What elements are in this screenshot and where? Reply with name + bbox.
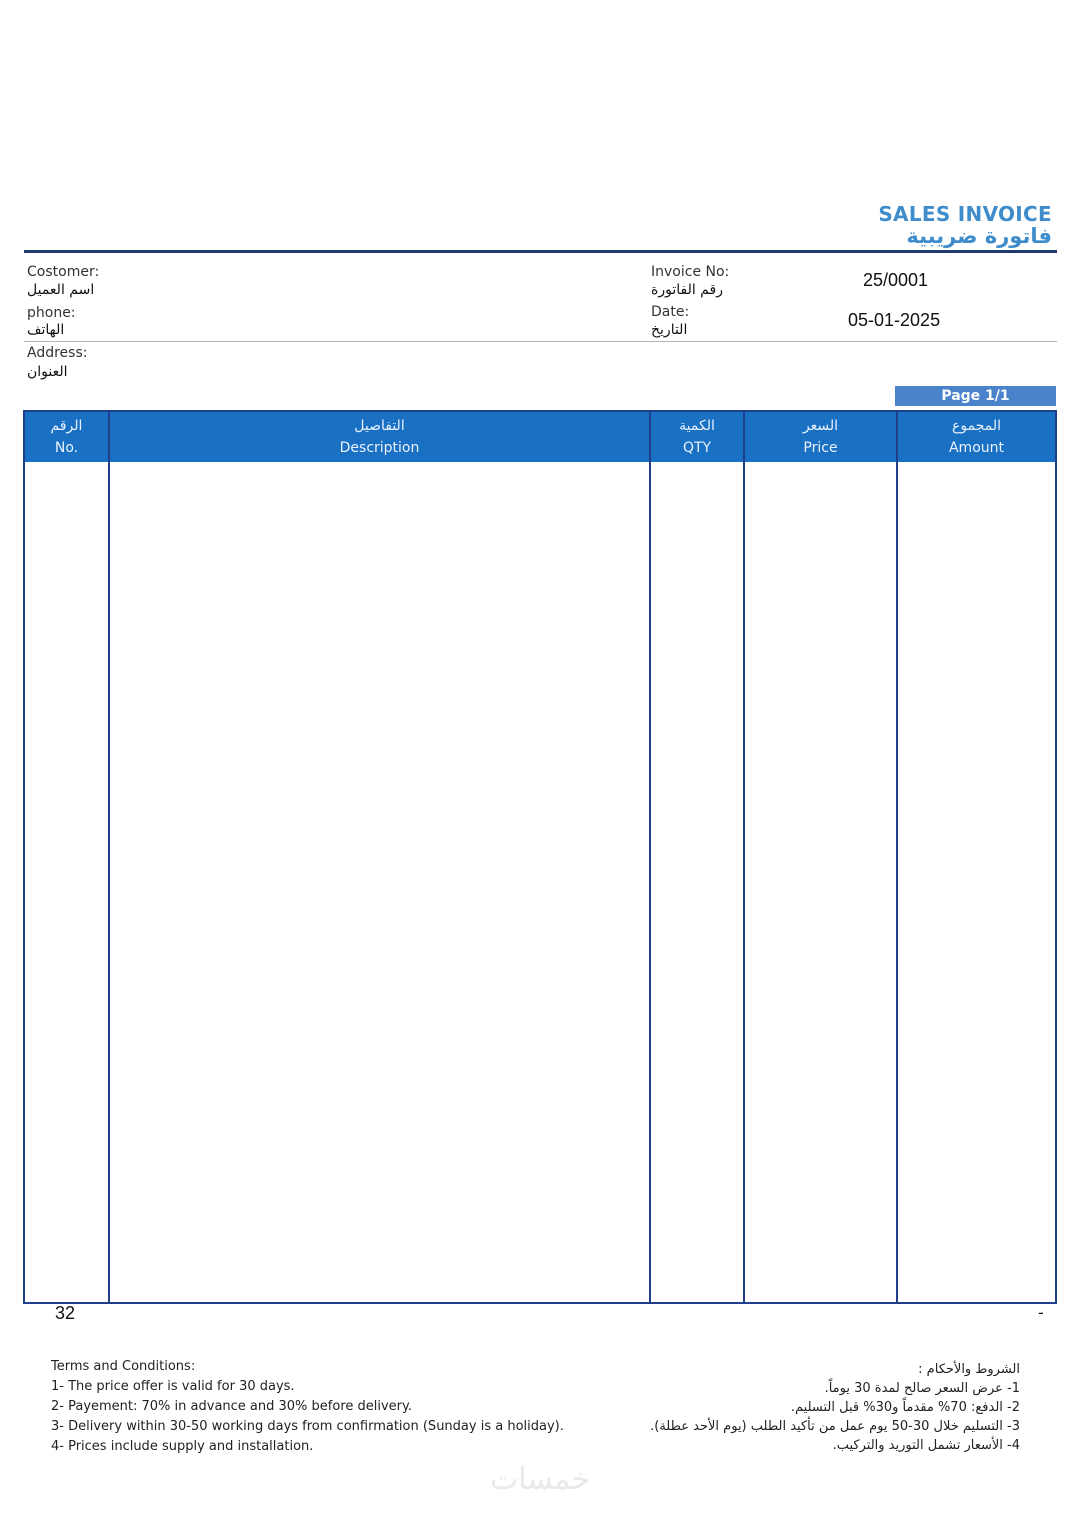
invoice-no-label-en: Invoice No: bbox=[651, 264, 730, 280]
terms-ar-item: 1- عرض السعر صالح لمدة 30 يوماً. bbox=[824, 1381, 1020, 1396]
page-indicator: Page 1/1 bbox=[895, 386, 1056, 406]
col-price-label-en: Price bbox=[803, 440, 838, 456]
header-divider bbox=[24, 250, 1057, 253]
col-qty-label-ar: الكمية bbox=[679, 418, 715, 434]
column-divider bbox=[108, 412, 110, 1302]
terms-en-item: 1- The price offer is valid for 30 days. bbox=[51, 1379, 295, 1394]
items-table bbox=[23, 410, 1057, 1304]
date-label-en: Date: bbox=[651, 304, 690, 320]
col-header-no bbox=[25, 412, 108, 462]
terms-en-item: 3- Delivery within 30-50 working days from confirmation (Sunday is a holiday). bbox=[51, 1419, 564, 1434]
terms-ar-item: 3- التسليم خلال 30-50 يوم عمل من تأكيد الطلب (يوم الأحد عطلة). bbox=[650, 1419, 1020, 1434]
terms-ar-item: 2- الدفع: 70% مقدماً و30% قبل التسليم. bbox=[790, 1400, 1020, 1415]
col-amount-label-ar: المجموع bbox=[952, 418, 1001, 434]
col-description-label-en: Description bbox=[339, 440, 420, 456]
date-label-ar: التاريخ bbox=[651, 322, 688, 338]
col-header-description bbox=[110, 412, 649, 462]
column-divider bbox=[743, 412, 745, 1302]
watermark-logo: خمسات bbox=[489, 1462, 591, 1497]
terms-ar-heading: الشروط والأحكام : bbox=[918, 1362, 1020, 1377]
info-divider bbox=[24, 341, 1057, 342]
customer-label-ar: اسم العميل bbox=[27, 282, 95, 298]
date-value: 05-01-2025 bbox=[848, 310, 941, 330]
col-no-label-ar: الرقم bbox=[50, 418, 83, 434]
address-label-en: Address: bbox=[27, 345, 88, 361]
invoice-title-ar: فاتورة ضريبية bbox=[906, 224, 1052, 248]
table-header bbox=[25, 412, 1055, 462]
invoice-title-en: SALES INVOICE bbox=[878, 202, 1052, 226]
terms-en-item: 4- Prices include supply and installation. bbox=[51, 1439, 314, 1454]
col-header-qty bbox=[651, 412, 743, 462]
footer-count: 32 bbox=[55, 1303, 76, 1323]
phone-label-en: phone: bbox=[27, 305, 76, 321]
col-qty-label-en: QTY bbox=[682, 440, 712, 456]
col-amount-label-en: Amount bbox=[948, 440, 1004, 456]
invoice-no-label-ar: رقم الفاتورة bbox=[651, 282, 723, 298]
phone-label-ar: الهاتف bbox=[27, 322, 65, 338]
footer-total: - bbox=[1038, 1303, 1044, 1322]
terms-english bbox=[51, 1357, 564, 1457]
col-no-label-en: No. bbox=[54, 440, 79, 456]
terms-ar-item: 4- الأسعار تشمل التوريد والتركيب. bbox=[832, 1438, 1020, 1453]
terms-en-item: 2- Payement: 70% in advance and 30% before delivery. bbox=[51, 1399, 412, 1414]
column-divider bbox=[896, 412, 898, 1302]
column-divider bbox=[649, 412, 651, 1302]
col-description-label-ar: التفاصيل bbox=[354, 418, 405, 434]
col-header-amount bbox=[898, 412, 1055, 462]
invoice-number-value: 25/0001 bbox=[863, 270, 929, 290]
terms-arabic bbox=[650, 1360, 1020, 1455]
col-header-price bbox=[745, 412, 896, 462]
col-price-label-ar: السعر bbox=[802, 418, 839, 434]
address-label-ar: العنوان bbox=[27, 364, 68, 380]
terms-en-heading: Terms and Conditions: bbox=[51, 1359, 196, 1374]
customer-label-en: Costomer: bbox=[27, 264, 100, 280]
